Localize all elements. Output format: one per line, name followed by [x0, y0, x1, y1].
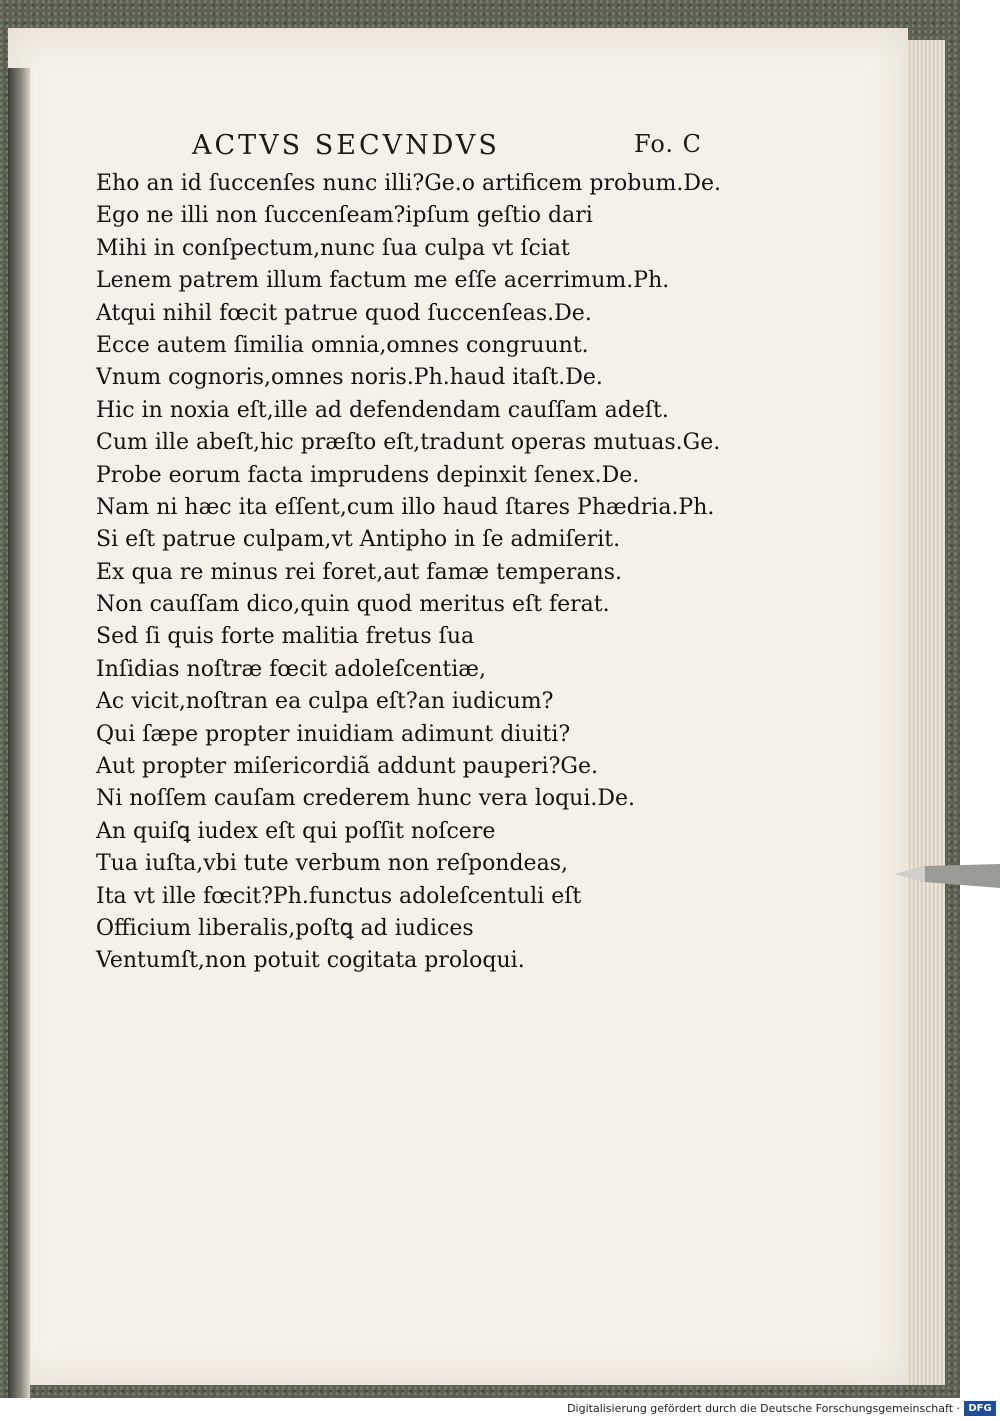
verse-text-block	[96, 168, 816, 978]
verse-line: Sed ſi quis forte malitia fretus ſua	[96, 624, 475, 650]
verse-line: Ex qua re minus rei foret,aut famæ temperans.	[96, 559, 623, 585]
verse-line: An quiſꝗ iudex eſt qui poſſit noſcere	[96, 818, 496, 844]
verse-line: Atqui nihil fœcit patrue quod ſuccenſeas.De.	[96, 300, 592, 326]
binding-gutter	[8, 68, 30, 1408]
verse-line: Vnum cognoris,omnes noris.Ph.haud itaſt.De.	[96, 365, 603, 391]
funding-credit: Digitalisierung gefördert durch die Deutsche Forschungsgemeinschaft ·	[567, 1402, 960, 1415]
footer-bar	[0, 1398, 1000, 1421]
verse-line: Hic in noxia eſt,ille ad defendendam cauſſam adeſt.	[96, 397, 669, 423]
verse-line: Ni noſſem cauſam crederem hunc vera loqui.De.	[96, 786, 636, 812]
page-header	[8, 126, 908, 166]
running-title: ACTVS SECVNDVS	[192, 130, 500, 161]
verse-line: Ecce autem ſimilia omnia,omnes congruunt.	[96, 332, 589, 358]
verse-line: Qui ſæpe propter inuidiam adimunt diuiti?	[96, 721, 571, 747]
verse-line: Si eſt patrue culpam,vt Antipho in ſe admiſerit.	[96, 527, 621, 553]
verse-line: Inſidias noſtræ fœcit adoleſcentiæ,	[96, 656, 486, 682]
verse-line: Eho an id ſuccenſes nunc illi?Ge.o artificem probum.De.	[96, 171, 722, 196]
verse-line: Ita vt ille fœcit?Ph.functus adoleſcentuli eſt	[96, 883, 582, 909]
verse-line: Mihi in conſpectum,nunc ſua culpa vt ſciat	[96, 235, 570, 261]
verse-line: Probe eorum facta imprudens depinxit ſenex.De.	[96, 462, 640, 488]
verse-line: Ego ne illi non ſuccenſeam?ipſum geſtio dari	[96, 203, 593, 229]
dfg-logo: DFG	[964, 1401, 996, 1416]
folio-number: Fo. C	[634, 130, 702, 158]
verse-line: Non cauſſam dico,quin quod meritus eſt ferat.	[96, 592, 610, 618]
verse-line: Ac vicit,noſtran ea culpa eſt?an iudicum?	[96, 689, 554, 715]
verse-line: Cum ille abeſt,hic præſto eſt,tradunt operas mutuas.Ge.	[96, 430, 721, 456]
verse-line: Ventumſt,non potuit cogitata proloqui.	[96, 948, 525, 974]
verse-line: Tua iuſta,vbi tute verbum non reſpondeas,	[96, 851, 568, 877]
verse-line: Nam ni hæc ita eſſent,cum illo haud ſtares Phædria.Ph.	[96, 494, 715, 520]
verse-line: Aut propter miſericordiã addunt pauperi?Ge.	[96, 754, 598, 780]
verse-line: Officium liberalis,poſtꝗ ad iudices	[96, 915, 474, 941]
book-page	[8, 28, 908, 1385]
page-pointer-tool	[895, 860, 1000, 890]
verse-line: Lenem patrem illum factum me eſſe acerrimum.Ph.	[96, 268, 670, 294]
